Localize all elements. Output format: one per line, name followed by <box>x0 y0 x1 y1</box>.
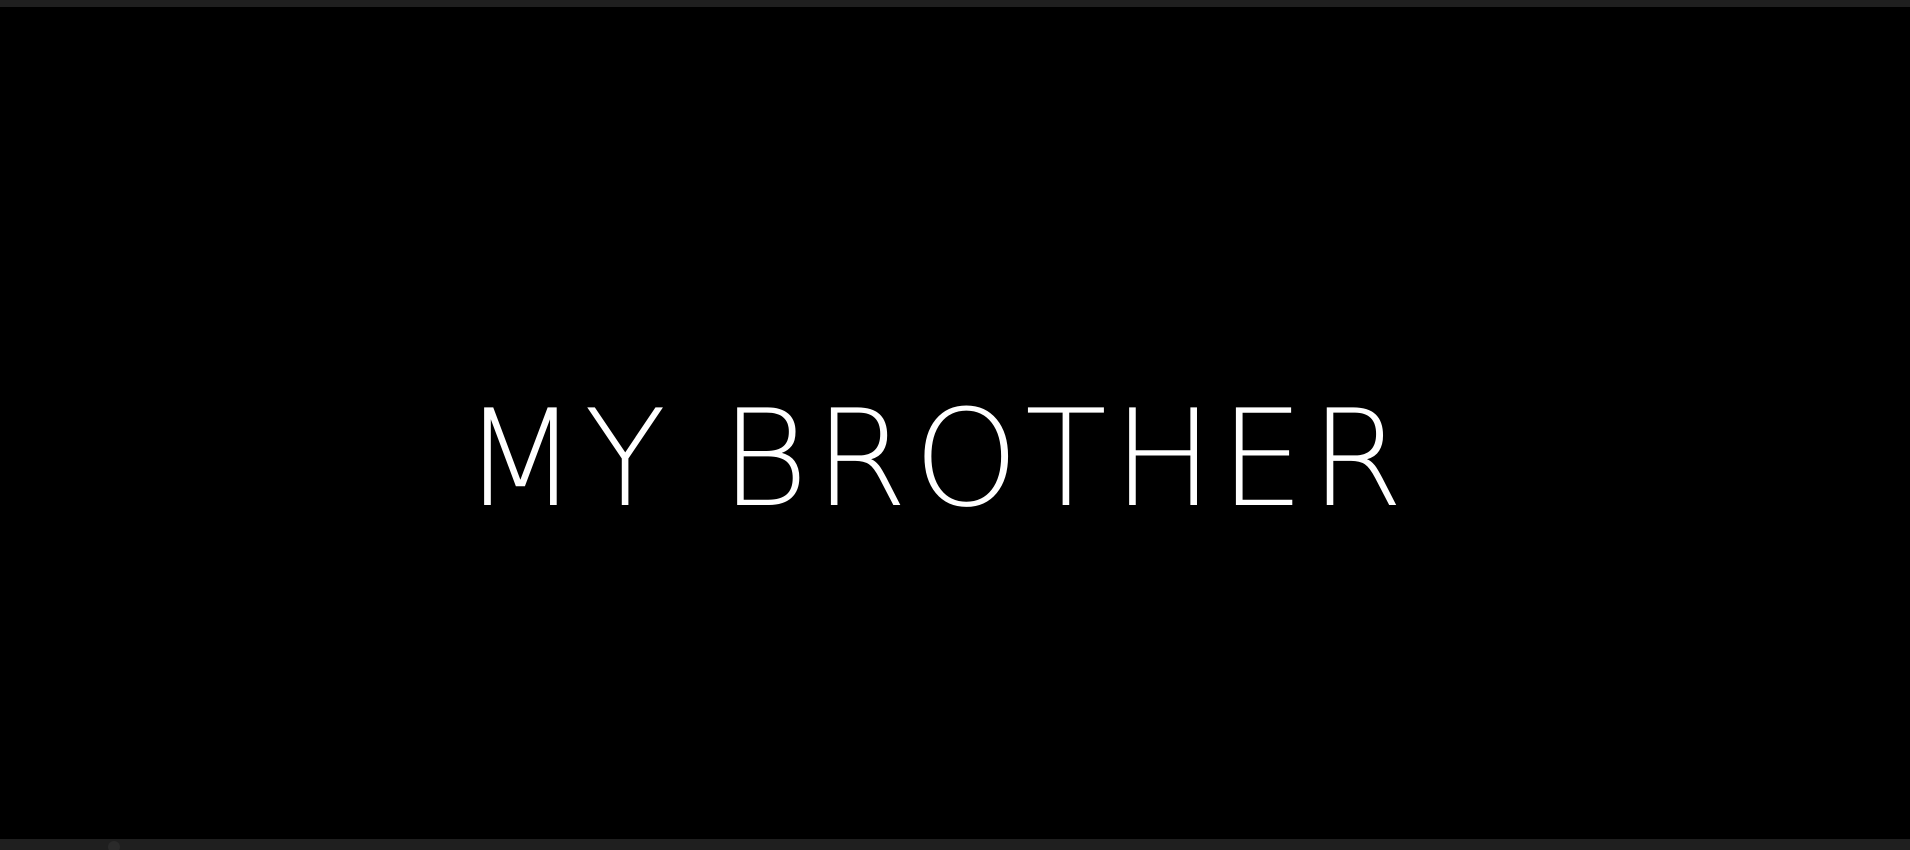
video-frame[interactable] <box>0 7 1910 839</box>
title-card <box>0 7 1910 839</box>
progress-scrubber-handle[interactable] <box>108 841 120 850</box>
progress-bar[interactable] <box>0 839 1910 850</box>
top-bar <box>0 0 1910 7</box>
title-card-text: MY BROTHER <box>462 381 1410 537</box>
